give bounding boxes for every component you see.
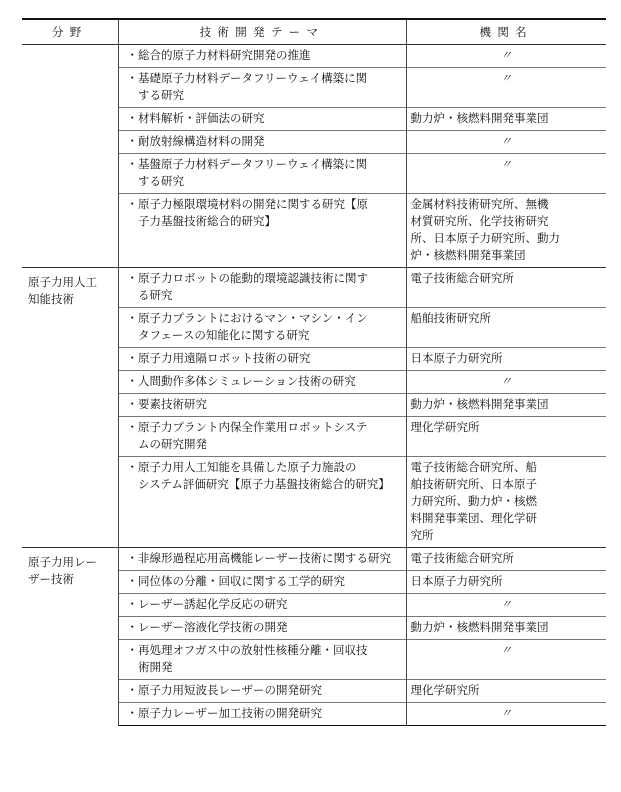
field-label: 原子力用人工 知能技術 [28,275,97,306]
org-cell [406,594,606,617]
org-text: 電子技術総合研究所、船 舶技術研究所、日本原子 力研究所、動力炉・核燃 料開発事業団、理化学研 究所 [410,460,537,542]
theme-cell [118,457,406,548]
theme-text: ・レーザー誘起化学反応の研究 [126,597,288,611]
theme-text: ・原子力用人工知能を具備した原子力施設の システム評価研究【原子力基盤技術総合的研究】 [126,460,390,491]
org-text: 日本原子力研究所 [410,574,503,588]
ditto-mark: 〃 [500,706,512,720]
org-cell [406,194,606,268]
org-cell [406,571,606,594]
org-text: 船舶技術研究所 [410,311,491,325]
table-row [22,268,606,308]
org-cell [406,154,606,194]
theme-text: ・原子力プラント内保全作業用ロボットシステ ムの研究開発 [126,420,368,451]
theme-text: ・耐放射線構造材料の開発 [126,134,265,148]
org-cell [406,680,606,703]
theme-text: ・基礎原子力材料データフリーウェイ構築に関 する研究 [126,71,368,102]
theme-cell [118,108,406,131]
field-label: 原子力用レー ザー技術 [28,555,97,586]
ditto-mark: 〃 [500,71,512,85]
theme-cell [118,703,406,726]
table-row [22,548,606,571]
theme-text: ・材料解析・評価法の研究 [126,111,265,125]
theme-cell [118,131,406,154]
table-row [22,45,606,68]
org-text: 理化学研究所 [410,683,480,697]
field-cell [22,45,118,268]
theme-cell [118,45,406,68]
theme-text: ・再処理オフガス中の放射性核種分離・回収技 術開発 [126,643,368,674]
theme-cell [118,371,406,394]
theme-text: ・人間動作多体シミュレーション技術の研究 [126,374,356,388]
org-cell [406,371,606,394]
ditto-mark: 〃 [500,48,512,62]
org-cell [406,308,606,348]
theme-cell [118,617,406,640]
org-text: 動力炉・核燃料開発事業団 [410,620,549,634]
research-theme-table [22,18,606,726]
ditto-mark: 〃 [500,374,512,388]
theme-cell [118,417,406,457]
theme-text: ・同位体の分離・回収に関する工学的研究 [126,574,345,588]
header-field: 分野 [22,19,118,45]
org-cell [406,417,606,457]
theme-text: ・非線形過程応用高機能レーザー技術に関する研究 [126,551,391,565]
org-cell [406,640,606,680]
theme-text: ・原子力ロボットの能動的環境認識技術に関す る研究 [126,271,368,302]
theme-cell [118,348,406,371]
theme-text: ・要素技術研究 [126,397,207,411]
org-cell [406,703,606,726]
org-cell [406,268,606,308]
theme-text: ・原子力極限環境材料の開発に関する研究【原 子力基盤技術総合的研究】 [126,197,368,228]
field-cell [22,548,118,726]
org-cell [406,68,606,108]
org-cell [406,548,606,571]
org-text: 動力炉・核燃料開発事業団 [410,111,549,125]
theme-text: ・原子力用短波長レーザーの開発研究 [126,683,322,697]
theme-cell [118,394,406,417]
theme-text: ・総合的原子力材料研究開発の推進 [126,48,311,62]
theme-text: ・レーザー溶液化学技術の開発 [126,620,288,634]
org-cell [406,131,606,154]
theme-cell [118,571,406,594]
org-cell [406,108,606,131]
theme-text: ・基盤原子力材料データフリーウェイ構築に関 する研究 [126,157,368,188]
table-section [22,45,606,268]
header-org: 機関名 [406,19,606,45]
theme-cell [118,640,406,680]
org-text: 日本原子力研究所 [410,351,503,365]
org-text: 動力炉・核燃料開発事業団 [410,397,549,411]
theme-cell [118,548,406,571]
theme-text: ・原子力プラントにおけるマン・マシン・イン タフェースの知能化に関する研究 [126,311,368,342]
ditto-mark: 〃 [500,597,512,611]
ditto-mark: 〃 [500,643,512,657]
header-theme: 技術開発テーマ [118,19,406,45]
theme-cell [118,680,406,703]
theme-cell [118,154,406,194]
org-cell [406,45,606,68]
theme-text: ・原子力用遠隔ロボット技術の研究 [126,351,311,365]
org-text: 電子技術総合研究所 [410,271,514,285]
theme-cell [118,268,406,308]
org-text: 理化学研究所 [410,420,480,434]
org-text: 電子技術総合研究所 [410,551,514,565]
ditto-mark: 〃 [500,134,512,148]
theme-cell [118,68,406,108]
theme-cell [118,594,406,617]
org-cell [406,348,606,371]
header-row [22,19,606,45]
table-section [22,548,606,726]
table-section [22,268,606,548]
theme-cell [118,308,406,348]
field-cell [22,268,118,548]
org-cell [406,457,606,548]
org-cell [406,617,606,640]
org-cell [406,394,606,417]
table-header [22,19,606,45]
ditto-mark: 〃 [500,157,512,171]
org-text: 金属材料技術研究所、無機 材質研究所、化学技術研究 所、日本原子力研究所、動力 炉・核燃料開発事業団 [410,197,560,262]
theme-cell [118,194,406,268]
theme-text: ・原子力レーザー加工技術の開発研究 [126,706,322,720]
